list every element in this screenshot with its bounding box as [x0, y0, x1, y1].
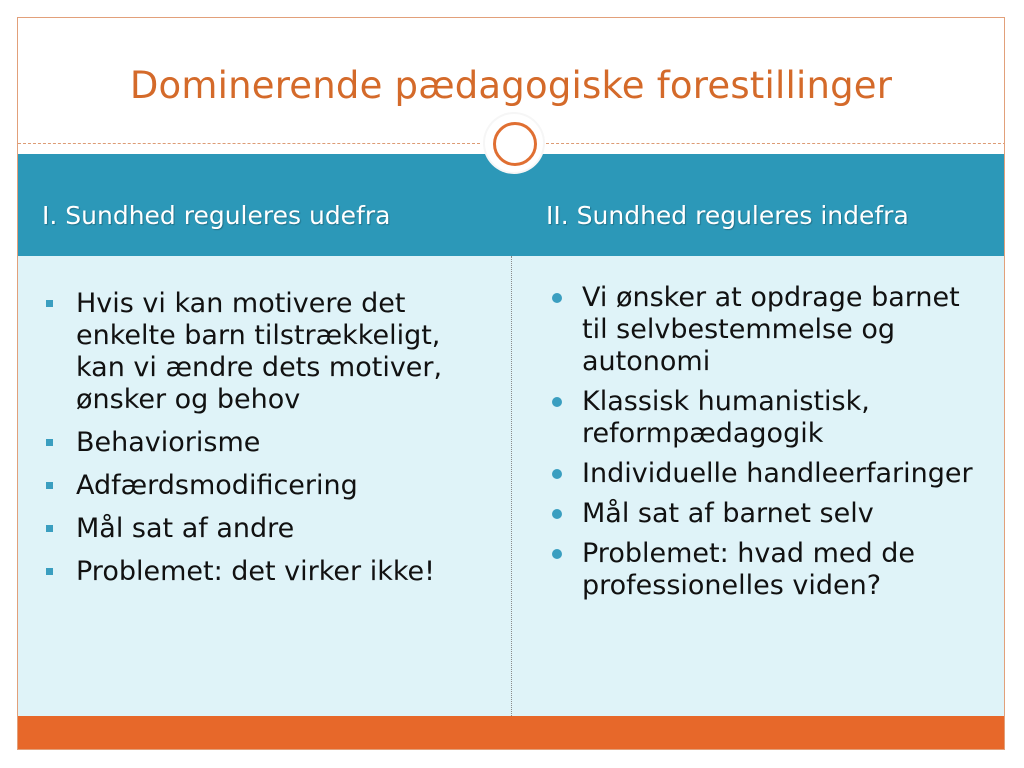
list-item: [46, 556, 466, 588]
round-bullet-icon: [552, 293, 562, 303]
left-bullet-list: [46, 288, 466, 599]
list-item: [552, 498, 982, 530]
square-bullet-icon: [46, 439, 53, 446]
list-item-text: Adfærdsmodificering: [76, 470, 358, 501]
round-bullet-icon: [552, 397, 562, 407]
list-item: [552, 386, 982, 450]
title-divider-left: [18, 143, 480, 144]
square-bullet-icon: [46, 568, 53, 575]
list-item: [552, 282, 982, 378]
list-item: [46, 427, 466, 459]
round-bullet-icon: [552, 549, 562, 559]
list-item-text: Mål sat af barnet selv: [582, 498, 874, 529]
ring-ornament-icon: [485, 114, 543, 172]
footer-bar: [18, 716, 1005, 750]
list-item: [552, 458, 982, 490]
ring-ornament-inner: [493, 122, 537, 166]
list-item-text: Vi ønsker at opdrage barnet til selvbestemmelse og autonomi: [582, 282, 960, 377]
list-item-text: Behaviorisme: [76, 427, 261, 458]
list-item: [46, 470, 466, 502]
right-bullet-list: [552, 282, 982, 610]
title-divider-right: [546, 143, 1005, 144]
list-item-text: Problemet: det virker ikke!: [76, 556, 435, 587]
table-body-row: [18, 256, 1005, 716]
list-item: [46, 288, 466, 416]
list-item: [552, 538, 982, 602]
comparison-table: [18, 154, 1005, 716]
list-item: [46, 513, 466, 545]
slide-title: Dominerende pædagogiske forestillinger: [129, 64, 893, 107]
list-item-text: Problemet: hvad med de professionelles viden?: [582, 538, 916, 601]
list-item-text: Mål sat af andre: [76, 513, 295, 544]
list-item-text: Klassisk humanistisk, reformpædagogik: [582, 386, 870, 449]
list-item-text: Individuelle handleerfaringer: [582, 458, 973, 489]
column-divider: [511, 256, 512, 716]
table-header-right: II. Sundhed reguleres indefra: [546, 201, 909, 230]
square-bullet-icon: [46, 525, 53, 532]
slide: [17, 17, 1005, 750]
square-bullet-icon: [46, 482, 53, 489]
round-bullet-icon: [552, 509, 562, 519]
square-bullet-icon: [46, 300, 53, 307]
table-header-left: I. Sundhed reguleres udefra: [42, 201, 391, 230]
list-item-text: Hvis vi kan motivere det enkelte barn tilstrækkeligt, kan vi ændre dets motiver, ønsker og behov: [76, 288, 443, 415]
round-bullet-icon: [552, 469, 562, 479]
